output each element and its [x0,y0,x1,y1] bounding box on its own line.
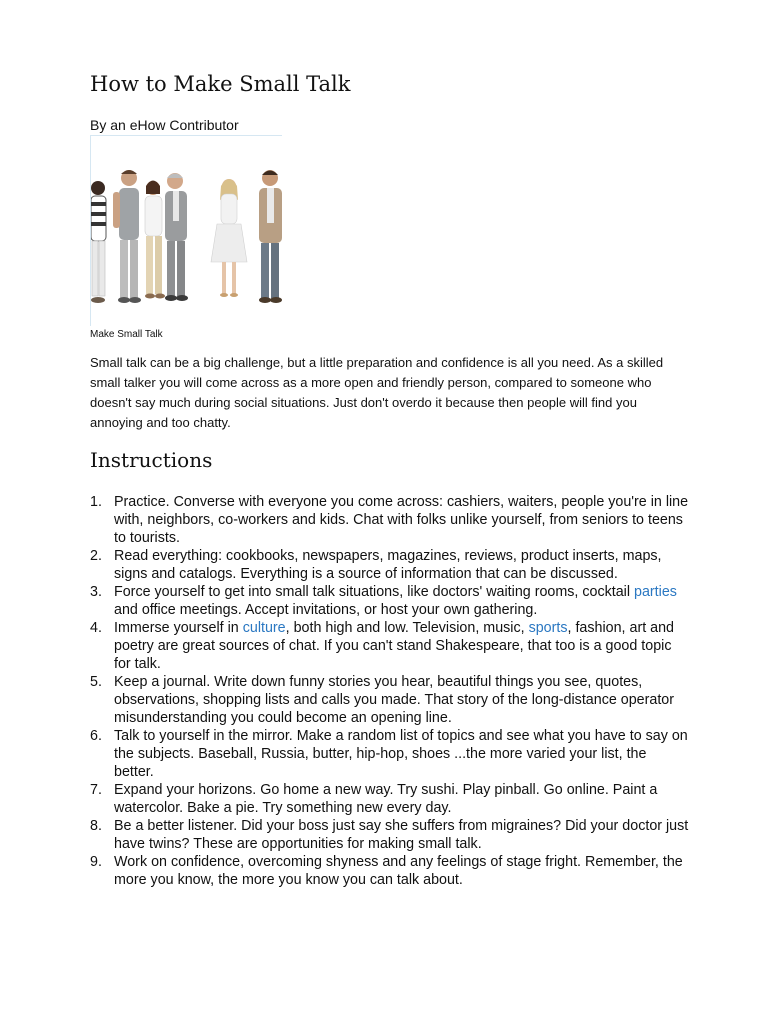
person-figure [165,173,188,301]
sports-link[interactable]: sports [528,620,568,636]
step-text: , both high and low. Television, music, [285,620,529,636]
step-text: Immerse yourself in [114,620,243,636]
step-number: 7. [90,782,102,798]
list-item [90,583,690,619]
person-figure [259,170,282,303]
step-number: 4. [90,620,102,636]
list-item [90,781,690,817]
step-number: 6. [90,728,102,744]
culture-link[interactable]: culture [242,620,286,636]
step-text: Keep a journal. Write down funny stories you hear, beautiful things you see, quotes, observations, shopping lists and calls you made. That story of the long-distance operator misunderstanding you could become an opening line. [114,674,675,726]
step-text: Talk to yourself in the mirror. Make a random list of topics and see what you have to say on the subjects. Baseball, Russia, butter, hip-hop, shoes ...the more varied your list, the better. [114,728,688,780]
step-number: 9. [90,854,102,870]
article-image [90,135,282,326]
person-figure [145,181,165,299]
parties-link[interactable]: parties [634,584,677,600]
step-text: Expand your horizons. Go home a new way. Try sushi. Play pinball. Go online. Paint a watercolor. Bake a pie. Try something new every day. [114,782,658,816]
list-item [90,673,690,727]
step-text: Practice. Converse with everyone you come across: cashiers, waiters, people you're in line with, neighbors, co-workers and kids. Chat with folks unlike yourself, from seniors to teens to tourists. [114,494,689,546]
person-figure [91,181,106,303]
step-text: Be a better listener. Did your boss just say she suffers from migraines? Did your doctor just have twins? These are opportunities for making small talk. [114,818,689,852]
step-number: 2. [90,548,102,564]
step-number: 3. [90,584,102,600]
step-text: Read everything: cookbooks, newspapers, magazines, reviews, product inserts, maps, signs and catalogs. Everything is a source of information that can be discussed. [114,548,662,582]
list-item [90,727,690,781]
list-item [90,817,690,853]
instructions-list [90,493,690,889]
list-item [90,619,690,673]
list-item [90,853,690,889]
byline: By an eHow Contributor [90,117,239,133]
step-number: 5. [90,674,102,690]
person-figure [211,179,247,297]
list-item [90,547,690,583]
instructions-heading: Instructions [90,448,213,472]
step-text: , fashion, art and poetry are great sources of chat. If you can't stand Shakespeare, that too is a good topic for talk. [114,620,675,672]
step-number: 1. [90,494,102,510]
intro-paragraph: Small talk can be a big challenge, but a little preparation and confidence is all you need. As a skilled small talker you will come across as a more open and friendly person, compared to someone who doesn't say much during social situations. Just don't overdo it because then people will find you annoying and too chatty. [90,355,664,430]
list-item [90,493,690,547]
step-text: and office meetings. Accept invitations, or host your own gathering. [114,602,538,618]
article-title: How to Make Small Talk [90,72,351,96]
person-figure [113,170,141,303]
step-text: Force yourself to get into small talk situations, like doctors' waiting rooms, cocktail [114,584,635,600]
step-text: Work on confidence, overcoming shyness and any feelings of stage fright. Remember, the more you know, the more you know you can talk about. [114,854,683,888]
step-number: 8. [90,818,102,834]
image-caption: Make Small Talk [90,329,163,340]
people-chatting-illustration [91,136,282,326]
